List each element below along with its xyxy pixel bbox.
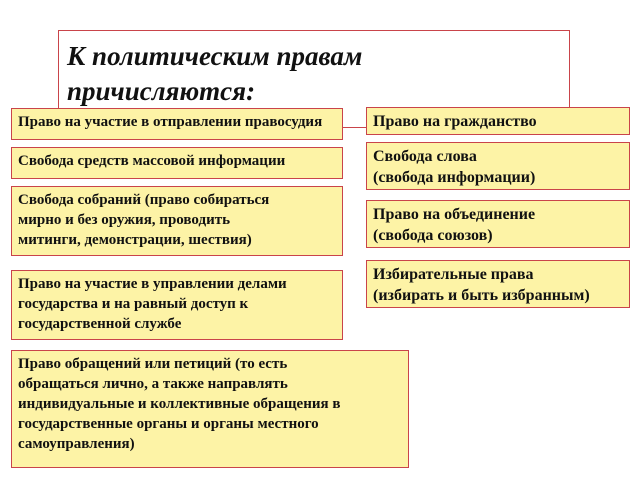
box-state-governance-participation: Право на участие в управлении делами государства и на равный доступ к государственной службе <box>11 270 343 340</box>
box-freedom-of-assembly: Свобода собраний (право собираться мирно и без оружия, проводить митинги, демонстрации, шествия) <box>11 186 343 256</box>
box-media-freedom: Свобода средств массовой информации <box>11 147 343 179</box>
box-freedom-of-speech: Свобода слова (свобода информации) <box>366 142 630 190</box>
box-freedom-of-association: Право на объединение (свобода союзов) <box>366 200 630 248</box>
box-right-of-petition: Право обращений или петиций (то есть обращаться лично, а также направлять индивидуальные и коллективные обращения в государственные органы и органы местного самоуправления) <box>11 350 409 468</box>
box-justice-participation: Право на участие в отправлении правосудия <box>11 108 343 140</box>
slide-title: К политическим правам причисляются: <box>67 41 363 106</box>
box-electoral-rights: Избирательные права (избирать и быть избранным) <box>366 260 630 308</box>
box-citizenship: Право на гражданство <box>366 107 630 135</box>
